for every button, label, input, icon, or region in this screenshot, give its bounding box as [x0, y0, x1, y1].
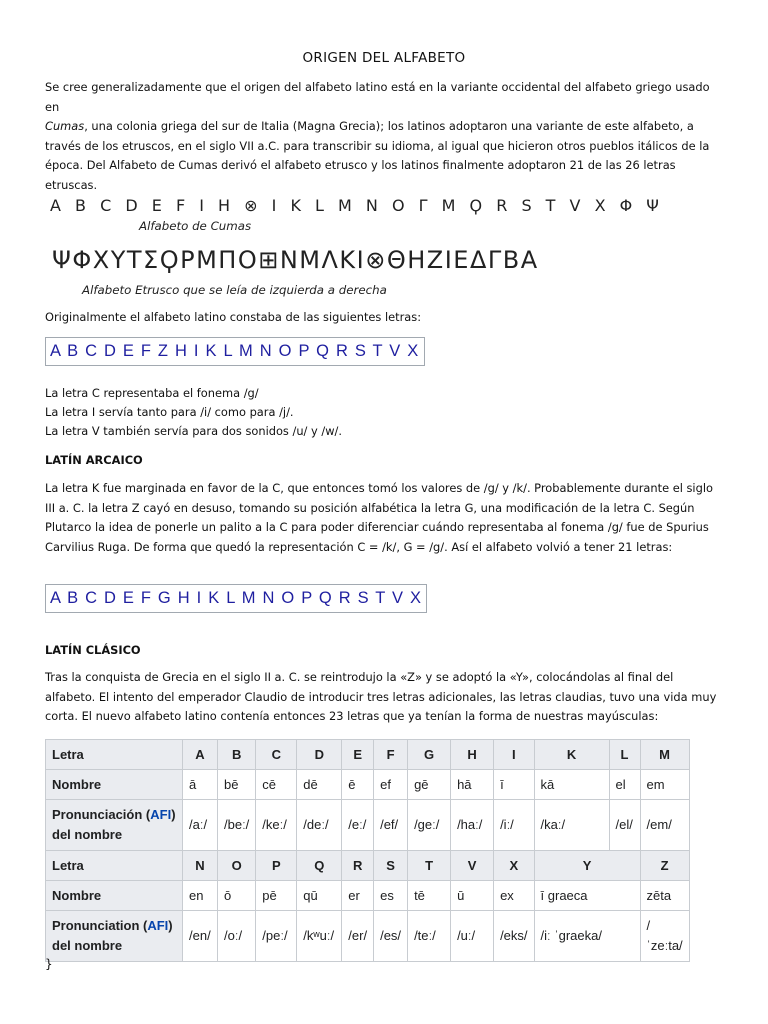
name-cell: ū: [451, 881, 494, 911]
afi-link[interactable]: AFI: [150, 807, 172, 822]
letter-cell: P: [256, 851, 297, 881]
letter-cell: G: [408, 740, 451, 770]
pron-cell: /haː/: [451, 800, 494, 851]
pron-cell: /geː/: [408, 800, 451, 851]
row-label-pronunciation: [46, 911, 183, 962]
pron-cell: /iː/: [494, 800, 534, 851]
clasico-paragraph: Tras la conquista de Grecia en el siglo II a. C. se reintrodujo la «Z» y se adoptó la «Y», colocándolas al final del alfabeto. El intento del emperador Claudio de introducir tres letras adicionales, las letras claudias, tuvo una vida muy corta. El nuevo alfabeto latino contenía entonces 23 letras que ya tenían la forma de nuestras mayúsculas:: [45, 670, 717, 723]
heading-latin-arcaico: LATÍN ARCAICO: [45, 453, 143, 467]
name-cell: qū: [297, 881, 342, 911]
letter-cell: L: [609, 740, 640, 770]
note-i: La letra I servía tanto para /i/ como para /j/.: [45, 405, 294, 419]
name-cell: ex: [494, 881, 534, 911]
letter-cell: D: [297, 740, 342, 770]
note-v: La letra V también servía para dos sonidos /u/ y /w/.: [45, 424, 342, 438]
letter-cell: H: [451, 740, 494, 770]
letter-cell: Q: [297, 851, 342, 881]
name-cell: el: [609, 770, 640, 800]
pron-cell: /teː/: [408, 911, 451, 962]
pron-label-pre: Pronunciación (: [52, 807, 151, 822]
pron-cell: /iː ˈgraeka/: [534, 911, 640, 962]
pron-cell: /keː/: [256, 800, 297, 851]
name-cell: em: [640, 770, 689, 800]
etruscan-alphabet-glyphs: ΨΦΧΥΤΣϘΡΜΠΟ⊞ΝΜΛΚΙ⊗ΘΗΖΙΕΔΓΒΑ: [52, 246, 539, 274]
name-cell: hā: [451, 770, 494, 800]
intro-text-1: Se cree generalizadamente que el origen del alfabeto latino está en la variante occidental del alfabeto griego usado en: [45, 80, 710, 114]
name-cell: er: [342, 881, 374, 911]
pron-cell: /uː/: [451, 911, 494, 962]
pron-cell: /ˈzeːta/: [640, 911, 689, 962]
pron-label-pre: Pronunciation (: [52, 918, 148, 933]
pron-label-post: ) del nombre: [52, 807, 176, 842]
pron-cell: /peː/: [256, 911, 297, 962]
name-cell: pē: [256, 881, 297, 911]
pron-cell: /ef/: [374, 800, 408, 851]
arcaico-alphabet-box: A B C D E F G H I K L M N O P Q R S T V X: [45, 584, 427, 613]
name-cell: kā: [534, 770, 609, 800]
table-row-letters-1: [46, 740, 690, 770]
pron-cell: /aː/: [183, 800, 218, 851]
letter-cell: F: [374, 740, 408, 770]
original-alphabet-box: A B C D E F Z H I K L M N O P Q R S T V X: [45, 337, 425, 366]
pron-cell: /kaː/: [534, 800, 609, 851]
name-cell: ā: [183, 770, 218, 800]
note-c: La letra C representaba el fonema /g/: [45, 386, 259, 400]
letter-cell: E: [342, 740, 374, 770]
intro-paragraph: [45, 78, 725, 195]
row-label-letra: Letra: [46, 851, 183, 881]
pron-cell: /eː/: [342, 800, 374, 851]
pron-cell: /en/: [183, 911, 218, 962]
latin-alphabet-table: [45, 739, 690, 962]
arcaico-paragraph: La letra K fue marginada en favor de la C, que entonces tomó los valores de /g/ y /k/. Probablemente durante el siglo III a. C. la letra Z cayó en desuso, tomando su posición alfabética la letra G, una modificación de la letra C. Según Plutarco la idea de ponerle un palito a la C para poder diferenciar cuándo representaba al fonema /g/ fue de Spurius Carvilius Ruga. De forma que quedó la representación C = /k/, G = /g/. Así el alfabeto volvió a tener 21 letras:: [45, 481, 713, 554]
letter-cell: N: [183, 851, 218, 881]
name-cell: ō: [218, 881, 256, 911]
closing-brace: }: [45, 957, 53, 971]
table-row-names-1: [46, 770, 690, 800]
letter-cell: M: [640, 740, 689, 770]
letter-cell: B: [218, 740, 256, 770]
table-row-names-2: [46, 881, 690, 911]
pron-label-post: ) del nombre: [52, 918, 173, 953]
cumas-link-text: Cumas: [45, 119, 85, 133]
letter-cell: Y: [534, 851, 640, 881]
name-cell: ī graeca: [534, 881, 640, 911]
row-label-pronunciacion: [46, 800, 183, 851]
intro-text-2: , una colonia griega del sur de Italia (Magna Grecia); los latinos adoptaron una variante de este alfabeto, a través de los etruscos, en el siglo VII a.C. para transcribir su idioma, al igual que hicieron otros pueblos itálicos de la época. Del Alfabeto de Cumas derivó el alfabeto etrusco y los latinos finalmente adoptaron 21 de las 26 letras etruscas.: [45, 119, 710, 192]
letter-cell: C: [256, 740, 297, 770]
pron-cell: /er/: [342, 911, 374, 962]
pron-cell: /kʷuː/: [297, 911, 342, 962]
letter-cell: O: [218, 851, 256, 881]
letter-cell: R: [342, 851, 374, 881]
name-cell: zēta: [640, 881, 689, 911]
name-cell: tē: [408, 881, 451, 911]
name-cell: ī: [494, 770, 534, 800]
name-cell: gē: [408, 770, 451, 800]
row-label-nombre: Nombre: [46, 770, 183, 800]
pron-cell: /em/: [640, 800, 689, 851]
cumas-caption: Alfabeto de Cumas: [139, 219, 252, 233]
table-row-pron-1: [46, 800, 690, 851]
pron-cell: /es/: [374, 911, 408, 962]
letter-cell: K: [534, 740, 609, 770]
pron-cell: /oː/: [218, 911, 256, 962]
pron-cell: /deː/: [297, 800, 342, 851]
name-cell: bē: [218, 770, 256, 800]
original-intro: Originalmente el alfabeto latino constaba de las siguientes letras:: [45, 310, 422, 324]
letter-cell: A: [183, 740, 218, 770]
name-cell: en: [183, 881, 218, 911]
row-label-letra: Letra: [46, 740, 183, 770]
heading-latin-clasico: LATÍN CLÁSICO: [45, 643, 141, 657]
pron-cell: /eks/: [494, 911, 534, 962]
page-title: ORIGEN DEL ALFABETO: [302, 50, 466, 66]
pron-cell: /el/: [609, 800, 640, 851]
name-cell: es: [374, 881, 408, 911]
letter-cell: Z: [640, 851, 689, 881]
etruscan-caption: Alfabeto Etrusco que se leía de izquierda a derecha: [82, 283, 387, 297]
letter-cell: S: [374, 851, 408, 881]
table-row-letters-2: [46, 851, 690, 881]
name-cell: ē: [342, 770, 374, 800]
cumas-alphabet-glyphs: A B C D E F I H ⊗ I K L M N O Γ M Ϙ R S T V X Φ Ψ: [50, 196, 664, 215]
afi-link[interactable]: AFI: [147, 918, 169, 933]
pron-cell: /beː/: [218, 800, 256, 851]
letter-cell: X: [494, 851, 534, 881]
letter-cell: T: [408, 851, 451, 881]
table-row-pron-2: [46, 911, 690, 962]
letter-cell: I: [494, 740, 534, 770]
name-cell: cē: [256, 770, 297, 800]
name-cell: dē: [297, 770, 342, 800]
name-cell: ef: [374, 770, 408, 800]
letter-cell: V: [451, 851, 494, 881]
row-label-nombre: Nombre: [46, 881, 183, 911]
